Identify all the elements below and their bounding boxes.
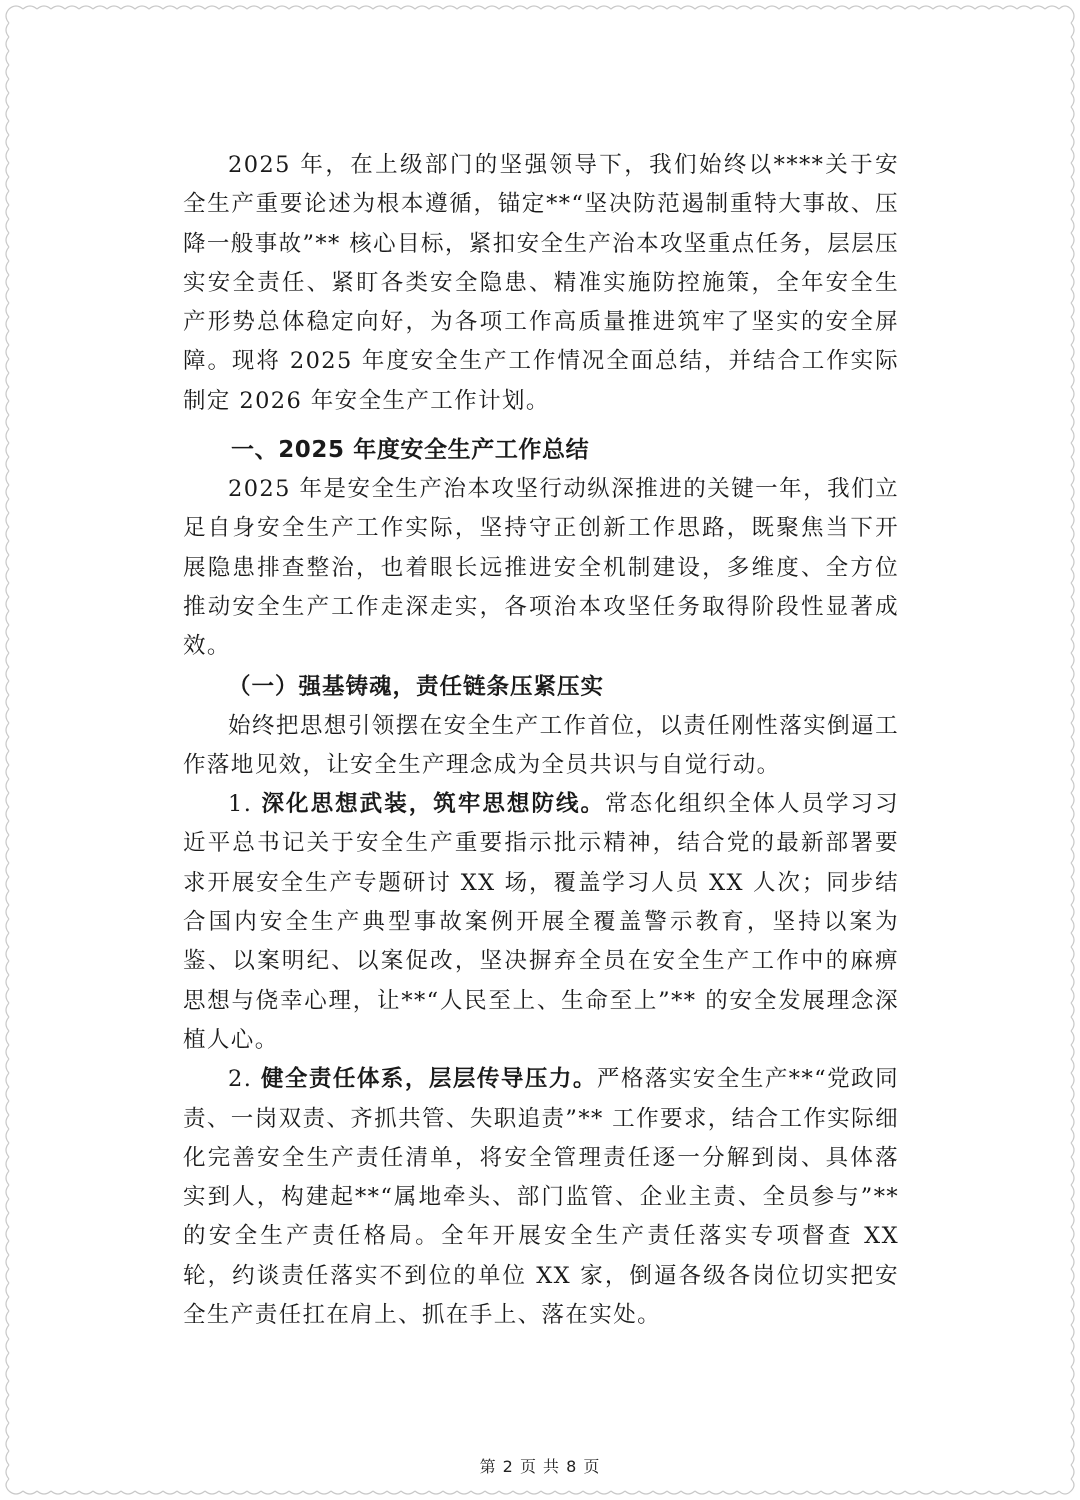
section-heading: 一、2025 年度安全生产工作总结 (231, 437, 590, 464)
item-2-paragraph (183, 1060, 899, 1335)
document-body (183, 146, 899, 1335)
item-1-lead: 深化思想武装，筑牢思想防线。 (261, 791, 606, 818)
intro-paragraph: 2025 年，在上级部门的坚强领导下，我们始终以****关于安全生产重要论述为根本遵循，锚定**“坚决防范遏制重特大事故、压降一般事故”** 核心目标，紧扣安全生产治本攻坚重点任务，层层压实安全责任、紧盯各类安全隐患、精准实施防控施策，全年安全生产形势总体稳定向好，为各项工作高质量推进筑牢了坚实的安全屏障。现将 2025 年度安全生产工作情况全面总结，并结合工作实际制定 2026 年安全生产工作计划。 (183, 152, 899, 414)
item-1-paragraph (183, 785, 899, 1060)
item-1-text: 常态化组织全体人员学习习近平总书记关于安全生产重要指示批示精神，结合党的最新部署要求开展安全生产专题研讨 XX 场，覆盖学习人员 XX 人次；同步结合国内安全生产典型事故案例开展全覆盖警示教育，坚持以案为鉴、以案明纪、以案促改，坚决摒弃全员在安全生产工作中的麻痹思想与侥幸心理，让**“人民至上、生命至上”** 的安全发展理念深植人心。 (183, 791, 899, 1053)
item-2-lead: 健全责任体系，层层传导压力。 (260, 1066, 597, 1093)
subsection-intro-paragraph: 始终把思想引领摆在安全生产工作首位，以责任刚性落实倒逼工作落地见效，让安全生产理念成为全员共识与自觉行动。 (183, 712, 899, 778)
item-1-number: 1. (228, 791, 253, 818)
item-2-number: 2. (228, 1066, 253, 1093)
section-intro-paragraph: 2025 年是安全生产治本攻坚行动纵深推进的关键一年，我们立足自身安全生产工作实际，坚持守正创新工作思路，既聚焦当下开展隐患排查整治，也着眼长远推进安全机制建设，多维度、全方位推动安全生产工作走深走实，各项治本攻坚任务取得阶段性显著成效。 (183, 476, 899, 660)
page-number-footer: 第 2 页 共 8 页 (479, 1457, 601, 1476)
item-2-text: 严格落实安全生产**“党政同责、一岗双责、齐抓共管、失职追责”** 工作要求，结合工作实际细化完善安全生产责任清单，将安全管理责任逐一分解到岗、具体落实到人，构建起**“属地牵头、部门监管、企业主责、全员参与”** 的安全生产责任格局。全年开展安全生产责任落实专项督查 XX 轮，约谈责任落实不到位的单位 XX 家，倒逼各级各岗位切实把安全生产责任扛在肩上、抓在手上、落在实处。 (183, 1066, 899, 1329)
subsection-heading: （一）强基铸魂，责任链条压紧压实 (228, 673, 605, 700)
